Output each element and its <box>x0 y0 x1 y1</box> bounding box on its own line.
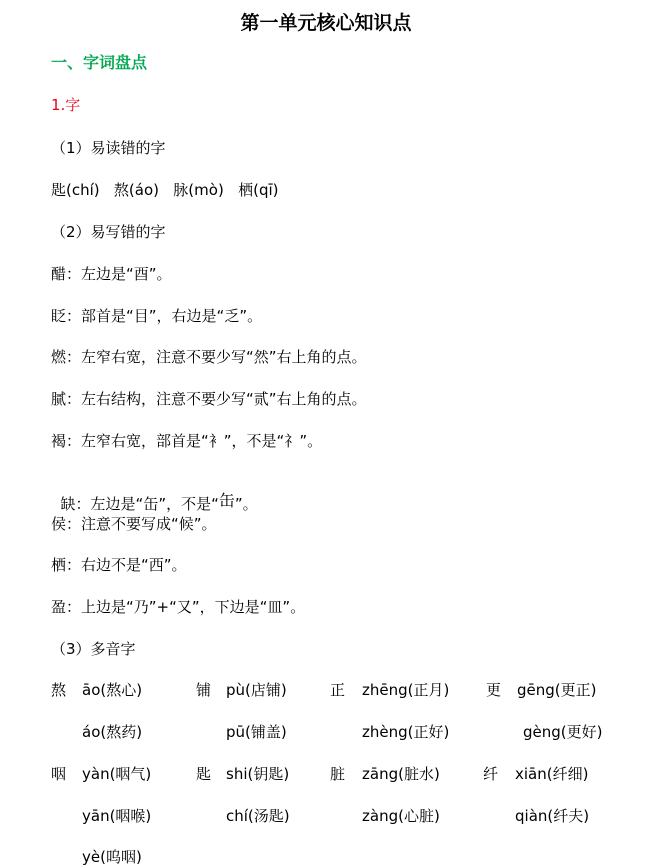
easy-write-item: 眨：部首是“目”，右边是“乏”。 <box>51 307 263 325</box>
easy-write-item: 栖：右边不是“西”。 <box>51 556 187 574</box>
polyphonic-reading: zāng(脏水) <box>362 765 440 783</box>
polyphonic-reading: gēng(更正) <box>517 681 597 699</box>
polyphonic-char: 熬 <box>51 681 67 699</box>
polyphonic-reading: āo(熬心) <box>82 681 143 699</box>
page-title: 第一单元核心知识点 <box>240 12 412 34</box>
polyphonic-char: 咽 <box>51 765 67 783</box>
polyphonic-reading: zhēng(正月) <box>362 681 450 699</box>
subsection-heading: 1.字 <box>51 96 81 114</box>
variant-character: 缶 <box>218 491 235 510</box>
polyphonic-reading: áo(熬药) <box>82 723 143 741</box>
easy-write-item: 醋：左边是“酉”。 <box>51 265 172 283</box>
easy-read-chars: 匙(chí) 熬(áo) 脉(mò) 栖(qī) <box>51 181 279 199</box>
closing-quote: ”。 <box>234 495 258 513</box>
polyphonic-char: 铺 <box>196 681 212 699</box>
easy-write-item-text: 缺：左边是“缶”，不是“ <box>60 495 219 513</box>
polyphonic-reading: chí(汤匙) <box>226 807 290 825</box>
polyphonic-reading: yān(咽喉) <box>82 807 152 825</box>
easy-write-item-que <box>51 473 258 514</box>
polyphonic-reading: shi(钥匙) <box>226 765 290 783</box>
easy-write-item: 侯：注意不要写成“候”。 <box>51 515 217 533</box>
part-heading-polyphonic: （3）多音字 <box>51 640 136 658</box>
polyphonic-reading: yàn(咽气) <box>82 765 152 783</box>
polyphonic-char: 脏 <box>330 765 346 783</box>
part-heading-easy-read: （1）易读错的字 <box>51 139 166 157</box>
polyphonic-reading: zhèng(正好) <box>362 723 450 741</box>
polyphonic-char: 匙 <box>196 765 212 783</box>
part-heading-easy-write: （2）易写错的字 <box>51 223 166 241</box>
easy-write-item: 盈：上边是“乃”+“又”，下边是“皿”。 <box>51 598 306 616</box>
easy-write-item: 燃：左窄右宽，注意不要少写“然”右上角的点。 <box>51 348 367 366</box>
polyphonic-reading: xiān(纤细) <box>515 765 589 783</box>
polyphonic-reading: gèng(更好) <box>523 723 603 741</box>
section-heading: 一、字词盘点 <box>51 53 148 72</box>
easy-write-item: 腻：左右结构，注意不要少写“贰”右上角的点。 <box>51 390 367 408</box>
polyphonic-reading: zàng(心脏) <box>362 807 440 825</box>
polyphonic-reading: qiàn(纤夫) <box>515 807 590 825</box>
polyphonic-reading: pù(店铺) <box>226 681 287 699</box>
polyphonic-reading: yè(呜咽) <box>82 848 142 866</box>
polyphonic-char: 更 <box>486 681 502 699</box>
easy-write-item: 褐：左窄右宽，部首是“衤”，不是“礻”。 <box>51 432 323 450</box>
polyphonic-reading: pū(铺盖) <box>226 723 287 741</box>
polyphonic-char: 正 <box>330 681 346 699</box>
polyphonic-char: 纤 <box>483 765 499 783</box>
